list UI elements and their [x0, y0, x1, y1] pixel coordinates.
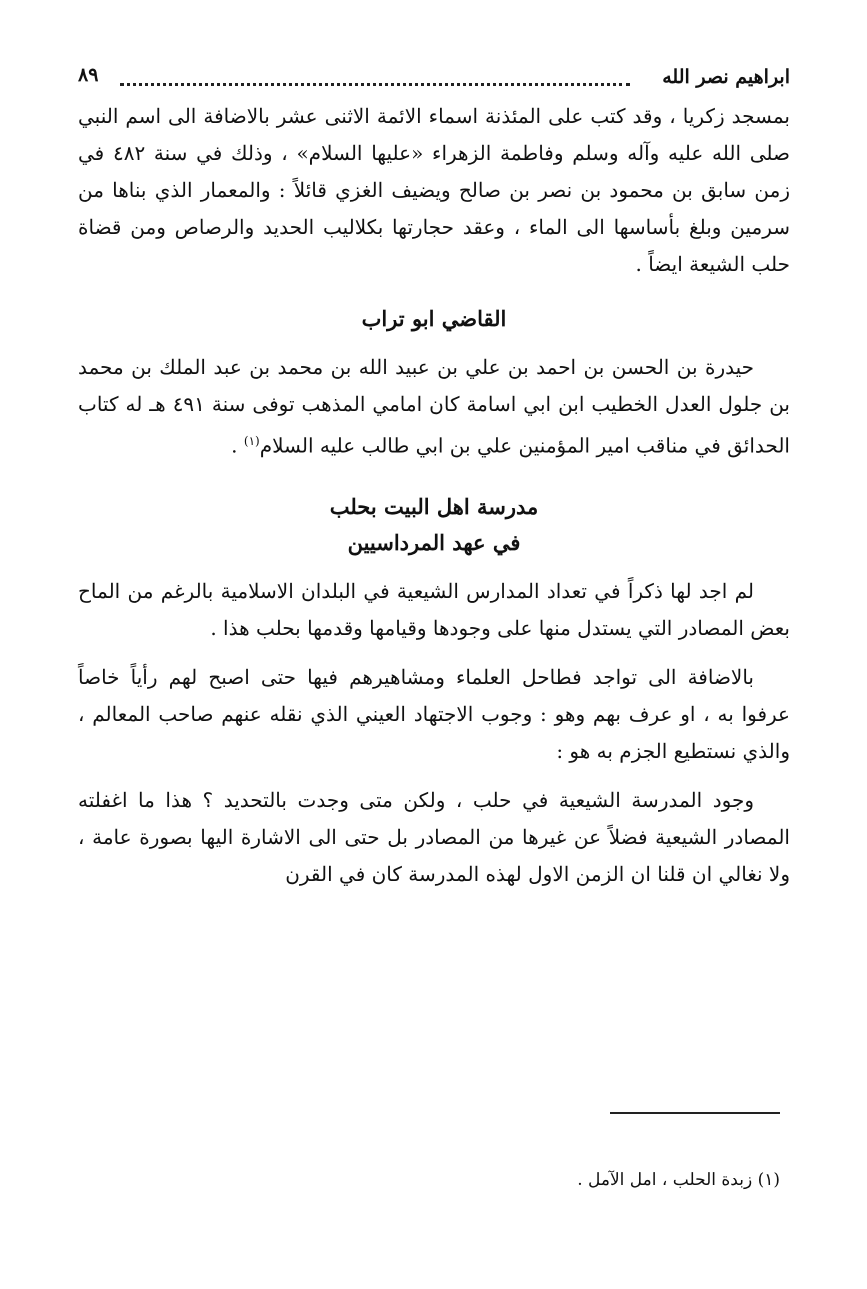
footnote-reference: (١)	[243, 434, 260, 448]
paragraph-shia-school: وجود المدرسة الشيعية في حلب ، ولكن متى وجدت بالتحديد ؟ هذا ما اغفلته المصادر الشيعية فضلاً عن غيرها من المصادر بل حتى الى الاشارة اليها بصورة عامة ، ولا نغالي ان قلنا ان الزمن الاول لهذه المدرسة كان في القرن	[78, 787, 790, 886]
dot-leader	[120, 83, 630, 86]
paragraph-no-mention: لم اجد لها ذكراً في تعداد المدارس الشيعية في البلدان الاسلامية بالرغم من الماح بعض المصادر التي يستدل منها على وجودها وقيامها وقدمها بحلب هذا .	[78, 578, 790, 640]
section-heading-madrasa-line1: مدرسة اهل البيت بحلب	[329, 493, 539, 519]
footnote-rule	[610, 1112, 780, 1114]
running-head-title: ابراهيم نصر الله	[662, 66, 790, 88]
page-number: ٨٩	[78, 64, 99, 86]
book-page	[78, 58, 790, 1238]
section-heading-abu-turab: القاضي ابو تراب	[361, 306, 507, 331]
footnote: (١) زبدة الحلب ، امل الآمل .	[577, 1170, 780, 1190]
paragraph-haydara-biography	[78, 349, 790, 465]
paragraph-haydara-text: حيدرة بن الحسن بن احمد بن علي بن عبيد الله بن محمد بن عبد الملك بن محمد بن جلول العدل الخطيب ابن ابي اسامة كان امامي المذهب توفى سنة ٤٩١ هـ له كتاب الحدائق في مناقب امير المؤمنين علي بن ابي طالب عليه السلام	[78, 355, 790, 458]
paragraph-haydara-end: .	[231, 433, 244, 458]
running-head	[78, 58, 790, 98]
paragraph-scholars: بالاضافة الى تواجد فطاحل العلماء ومشاهيرهم فيها حتى اصبح لهم رأياً خاصاً عرفوا به ، او عرف بهم وهو : وجوب الاجتهاد العيني الذي نقله عنهم صاحب المعالم ، والذي نستطيع الجزم به هو :	[78, 664, 790, 763]
paragraph-mosque-minaret: بمسجد زكريا ، وقد كتب على المئذنة اسماء الائمة الاثنى عشر بالاضافة الى اسم النبي صلى الله عليه وآله وسلم وفاطمة الزهراء «عليها السلام» ، وذلك في سنة ٤٨٢ في زمن سابق بن محمود بن نصر بن صالح ويضيف الغزي قائلاً : والمعمار الذي بناها من سرمين وبلغ بأساسها الى الماء ، وعقد حجارتها بكلاليب الحديد والرصاص ومن قضاة حلب الشيعة ايضاً .	[78, 104, 791, 276]
section-heading-madrasa-line2: في عهد المرداسيين	[347, 529, 521, 555]
